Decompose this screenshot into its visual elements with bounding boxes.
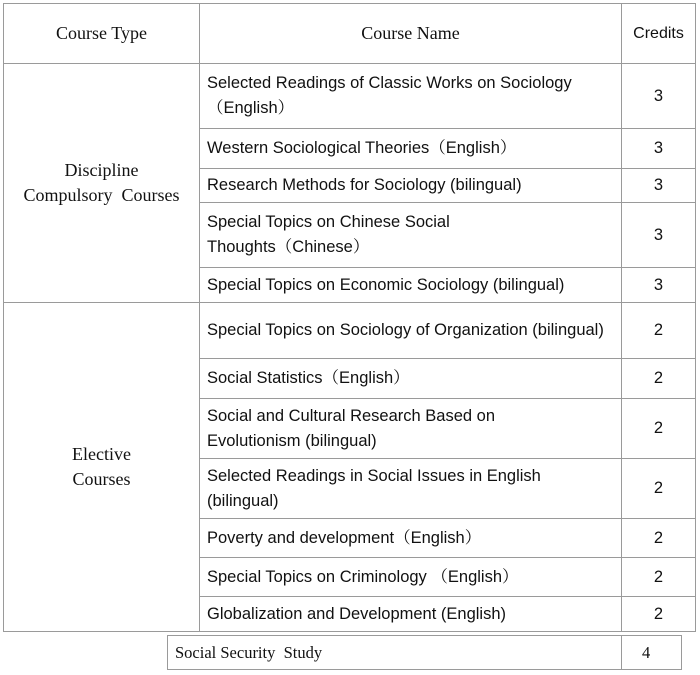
- course-credits: 2: [622, 359, 696, 399]
- course-type-cell: [4, 303, 200, 632]
- course-credits: 2: [622, 519, 696, 558]
- course-name: Special Topics on Sociology of Organization (bilingual): [200, 303, 622, 359]
- course-credits: 2: [622, 459, 696, 519]
- header-course-name: Course Name: [200, 4, 622, 64]
- course-credits: 3: [622, 129, 696, 169]
- course-name: Social Statistics（English）: [200, 359, 622, 399]
- course-name: Selected Readings of Classic Works on Sociology（English）: [200, 64, 622, 129]
- course-name: Research Methods for Sociology (bilingual): [200, 169, 622, 203]
- course-credits: 3: [622, 169, 696, 203]
- course-name: Special Topics on Chinese Social Thoughts（Chinese）: [200, 203, 622, 268]
- course-name: Poverty and development（English）: [200, 519, 622, 558]
- course-credits: 2: [622, 303, 696, 359]
- course-credits: 2: [622, 597, 696, 632]
- course-table: [3, 3, 696, 632]
- header-course-type: Course Type: [4, 4, 200, 64]
- course-name: Western Sociological Theories（English）: [200, 129, 622, 169]
- course-name: Social and Cultural Research Based on Evolutionism (bilingual): [200, 399, 622, 459]
- course-credits: 2: [622, 558, 696, 597]
- course-name: Selected Readings in Social Issues in English (bilingual): [200, 459, 622, 519]
- course-credits: 3: [622, 64, 696, 129]
- course-credits: 4: [622, 636, 682, 670]
- course-name: Globalization and Development (English): [200, 597, 622, 632]
- course-type-line: Courses: [72, 469, 131, 489]
- header-credits: Credits: [622, 4, 696, 64]
- course-type-cell: [4, 64, 200, 303]
- table-row: [4, 64, 696, 129]
- header-row: [4, 4, 696, 64]
- table-row: [4, 303, 696, 359]
- course-type-line: Elective: [72, 444, 131, 464]
- table-row: [168, 636, 682, 670]
- course-name: Special Topics on Economic Sociology (bilingual): [200, 268, 622, 303]
- extra-course-table: [167, 635, 682, 670]
- course-type-line: Compulsory Courses: [23, 185, 180, 205]
- course-credits: 2: [622, 399, 696, 459]
- course-name: Social Security Study: [168, 636, 622, 670]
- course-type-line: Discipline: [64, 160, 139, 180]
- course-credits: 3: [622, 203, 696, 268]
- course-name: Special Topics on Criminology （English）: [200, 558, 622, 597]
- course-credits: 3: [622, 268, 696, 303]
